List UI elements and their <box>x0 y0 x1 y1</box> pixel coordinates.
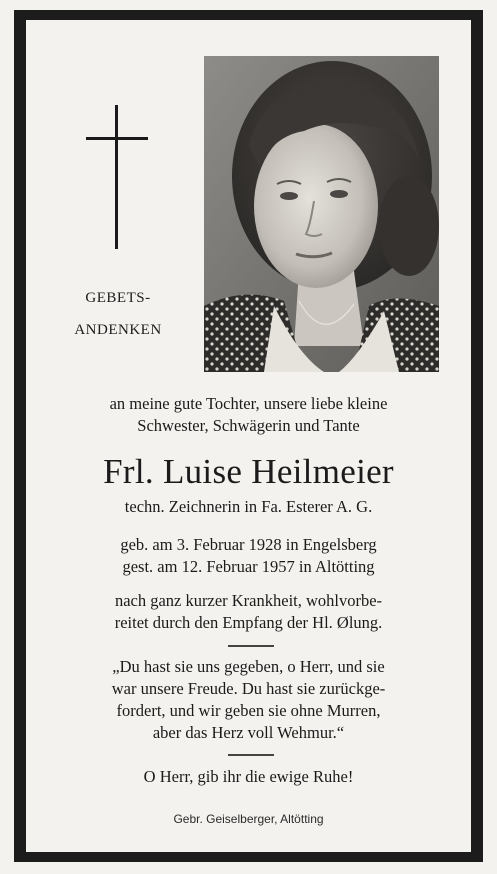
death-line: gest. am 12. Februar 1957 in Altötting <box>122 557 375 576</box>
card-heading <box>58 282 178 346</box>
divider <box>228 645 274 647</box>
scripture-quote <box>40 656 457 744</box>
deceased-name: Frl. Luise Heilmeier <box>103 452 394 491</box>
circumstance-line-2: reitet durch den Empfang der Hl. Ølung. <box>114 613 383 632</box>
dedication <box>40 393 457 437</box>
circumstance-line-1: nach ganz kurzer Krankheit, wohlvorbe- <box>114 591 383 610</box>
cross-icon <box>86 105 148 249</box>
portrait-photo <box>204 56 439 372</box>
occupation: techn. Zeichnerin in Fa. Esterer A. G. <box>124 497 373 516</box>
quote-line-4: aber das Herz voll Wehmur.“ <box>152 723 345 742</box>
printer-credit: Gebr. Geiselberger, Altötting <box>173 812 324 826</box>
birth-line: geb. am 3. Februar 1928 in Engelsberg <box>120 535 377 554</box>
quote-line-1: „Du hast sie uns gegeben, o Herr, und sie <box>112 657 385 676</box>
dedication-line-2: Schwester, Schwägerin und Tante <box>137 416 360 435</box>
divider <box>228 754 274 756</box>
quote-line-2: war unsere Freude. Du hast sie zurückge- <box>111 679 386 698</box>
heading-line-2: ANDENKEN <box>74 322 162 338</box>
prayer: O Herr, gib ihr die ewige Ruhe! <box>143 767 354 786</box>
dedication-line-1: an meine gute Tochter, unsere liebe kleine <box>109 394 388 413</box>
circumstance <box>40 590 457 634</box>
life-dates <box>40 534 457 578</box>
heading-line-1: GEBETS- <box>85 290 151 306</box>
quote-line-3: fordert, und wir geben sie ohne Murren, <box>116 701 381 720</box>
